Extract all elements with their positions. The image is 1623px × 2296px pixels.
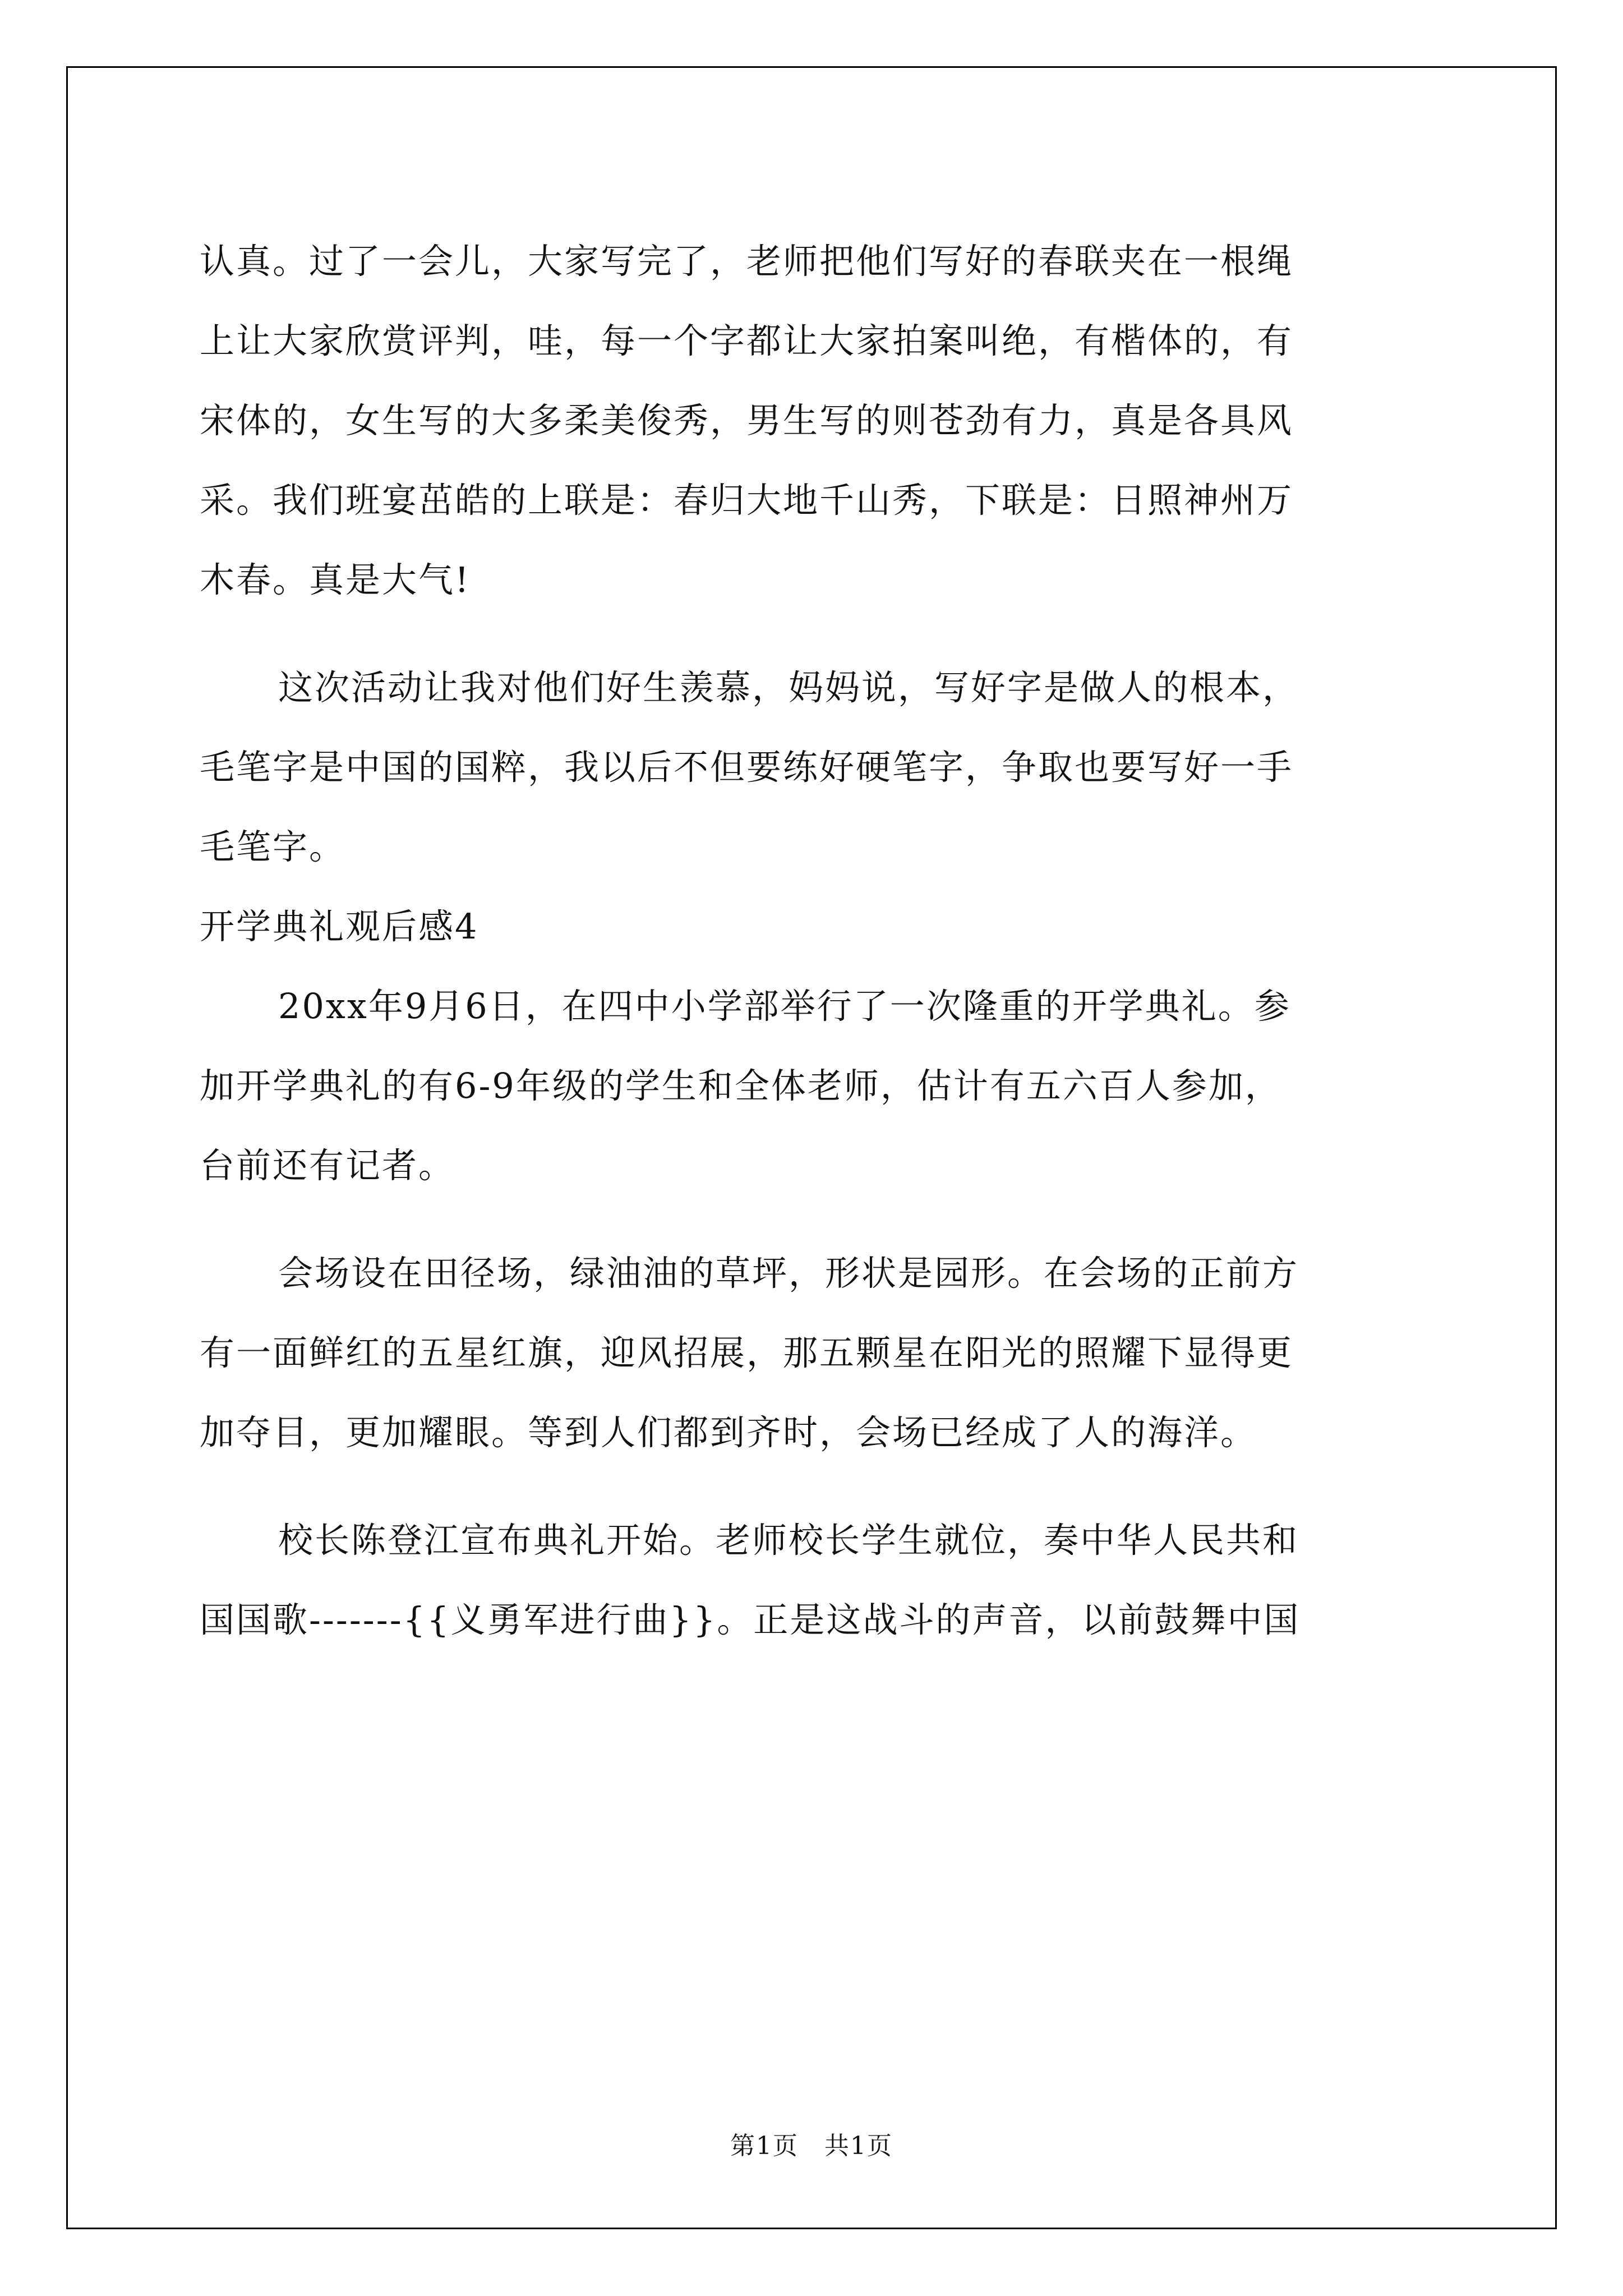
text-line: 毛笔字。 xyxy=(200,826,346,867)
section-heading: 开学典礼观后感4 xyxy=(200,906,479,947)
document-body xyxy=(200,222,1428,1660)
text-line: 加开学典礼的有6-9年级的学生和全体老师，估计有五六百人参加， xyxy=(200,1065,1281,1106)
paragraph-first-line: 这次活动让我对他们好生羡慕，妈妈说，写好字是做人的根本， xyxy=(278,667,1299,708)
text-line: 有一面鲜红的五星红旗，迎风招展，那五颗星在阳光的照耀下显得更 xyxy=(200,1332,1294,1373)
text-line: 国国歌-------{{义勇军进行曲}}。正是这战斗的声音，以前鼓舞中国 xyxy=(200,1599,1301,1640)
text-line: 认真。过了一会儿，大家写完了，老师把他们写好的春联夹在一根绳 xyxy=(200,241,1294,282)
paragraph-gap xyxy=(200,620,1428,648)
paragraph-first-line: 校长陈登江宣布典礼开始。老师校长学生就位，奏中华人民共和 xyxy=(278,1520,1299,1561)
paragraph-first-line: 20xx年9月6日，在四中小学部举行了一次隆重的开学典礼。参 xyxy=(278,986,1291,1027)
text-line: 台前还有记者。 xyxy=(200,1145,455,1186)
text-line: 采。我们班宴茁皓的上联是：春归大地千山秀，下联是：日照神州万 xyxy=(200,480,1294,521)
text-line: 加夺目，更加耀眼。等到人们都到齐时，会场已经成了人的海洋。 xyxy=(200,1412,1257,1453)
text-line: 木春。真是大气! xyxy=(200,559,471,600)
paragraph-gap xyxy=(200,1473,1428,1501)
text-line: 毛笔字是中国的国粹，我以后不但要练好硬笔字，争取也要写好一手 xyxy=(200,747,1294,788)
text-line: 上让大家欣赏评判，哇，每一个字都让大家拍案叫绝，有楷体的，有 xyxy=(200,320,1294,361)
paragraph-first-line: 会场设在田径场，绿油油的草坪，形状是园形。在会场的正前方 xyxy=(278,1253,1299,1294)
text-line: 宋体的，女生写的大多柔美俊秀，男生写的则苍劲有力，真是各具风 xyxy=(200,400,1294,441)
page-number: 第1页 共1页 xyxy=(730,2132,893,2160)
paragraph-gap xyxy=(200,1205,1428,1234)
